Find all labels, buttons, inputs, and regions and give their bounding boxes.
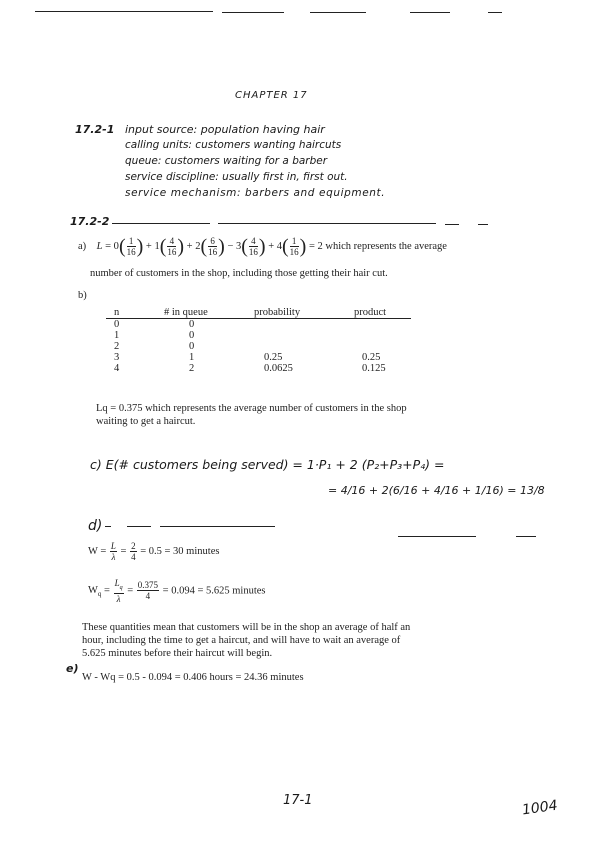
part-d-rule-2: [127, 526, 151, 527]
problem-17-2-1-line-2: calling units: customers wanting haircuts: [125, 139, 342, 151]
part-d-label: d): [88, 518, 103, 534]
problem-17-2-1-line-1: input source: population having hair: [125, 123, 325, 136]
part-a-L-symbol: L: [96, 240, 103, 252]
col-probability: probability: [254, 307, 301, 318]
wq-frac-1: $\frac{L_q}{\lambda}$: [114, 578, 123, 604]
part-a-frac-1: $\frac{1}{16}$: [126, 236, 136, 257]
queue-table-header: [106, 307, 411, 319]
page-number: 17-1: [283, 793, 313, 808]
part-a-equation: a) L = 0( $\frac{1}{16}$ ) + 1( $\frac{4}{16}$ ) + 2( $\frac{6}{16}$ ) − 3( $\frac{4}{16}$ ) + 4( $\frac{1}{16}$ ) = 2 which represents the average: [78, 235, 447, 258]
top-rule-1: [35, 11, 213, 12]
w-frac-2: $\frac{2}{4}$: [131, 541, 136, 562]
table-row: 1 0: [114, 330, 195, 341]
part-c-line-1: c) E(# customers being served) = 1·P₁ + 2 (P₂+P₃+P₄) =: [90, 457, 445, 472]
wq-equation: $W_q$ = $\frac{L_q}{\lambda}$ = $\frac{0.375}{4}$ = 0.094 = 5.625 minutes: [88, 578, 266, 604]
col-product: product: [354, 307, 387, 318]
problem-17-2-2-label: 17.2-2: [70, 215, 110, 228]
problem-17-2-1-label: 17.2-1: [75, 123, 115, 136]
wq-frac-2: $\frac{0.375}{4}$: [137, 580, 159, 602]
part-d-para-1: These quantities mean that customers will be in the shop an average of half an: [82, 622, 411, 633]
part-d-rule-4: [398, 536, 476, 537]
part-e-line: W - Wq = 0.5 - 0.094 = 0.406 hours = 24.36 minutes: [82, 672, 304, 683]
table-row: 2 0: [114, 341, 195, 352]
lq-line-1: Lq = 0.375 which represents the average number of customers in the shop: [96, 403, 407, 414]
problem-17-2-2-rule-1: [112, 223, 210, 224]
part-c-line-2: = 4/16 + 2(6/16 + 4/16 + 1/16) = 13/8: [328, 484, 545, 497]
wq-result: = 0.094 = 5.625 minutes: [162, 585, 266, 597]
col-in-queue: # in queue: [164, 307, 208, 318]
part-e-label: e): [66, 662, 79, 675]
wq-lhs: $W_q$: [88, 585, 102, 599]
part-b-label: b): [78, 290, 87, 301]
part-d-para-2: hour, including the time to get a haircut, and will have to wait an average of: [82, 635, 401, 646]
part-a-result: = 2 which represents the average: [308, 240, 447, 252]
part-a-frac-5: $\frac{1}{16}$: [289, 236, 299, 257]
queue-table: [106, 307, 411, 374]
part-a-frac-3: $\frac{6}{16}$: [208, 236, 218, 257]
part-a-label: a): [78, 240, 87, 252]
part-d-para-3: 5.625 minutes before their haircut will begin.: [82, 648, 273, 659]
w-result: = 0.5 = 30 minutes: [140, 545, 220, 557]
problem-17-2-2-rule-4: [478, 224, 488, 225]
top-rule-2: [222, 12, 284, 13]
problem-17-2-2-rule-3: [445, 224, 459, 225]
table-row: 4 2 0.0625 0.125: [114, 363, 386, 374]
w-frac-1: $\frac{L}{\lambda}$: [110, 541, 116, 562]
margin-note: 1004: [521, 797, 559, 819]
chapter-title: CHAPTER 17: [235, 90, 308, 101]
part-d-rule-5: [516, 536, 536, 537]
w-lhs: W =: [88, 545, 107, 557]
top-rule-4: [410, 12, 450, 13]
part-a-line-2: number of customers in the shop, including those getting their hair cut.: [90, 268, 388, 279]
lq-line-2: waiting to get a haircut.: [96, 416, 196, 427]
part-a-eq-lead: = 0: [105, 240, 119, 252]
top-rule-5: [488, 12, 502, 13]
part-a-frac-4: $\frac{4}{16}$: [248, 236, 258, 257]
table-row: 3 1 0.25 0.25: [114, 352, 381, 363]
w-equation: W = $\frac{L}{\lambda}$ = $\frac{2}{4}$ = 0.5 = 30 minutes: [88, 541, 220, 562]
problem-17-2-1-line-3: queue: customers waiting for a barber: [125, 155, 328, 167]
part-a-frac-2: $\frac{4}{16}$: [167, 236, 177, 257]
problem-17-2-1-line-4: service discipline: usually first in, first out.: [125, 171, 348, 183]
problem-17-2-2-rule-2: [218, 223, 436, 224]
table-row: 0 0: [114, 319, 195, 330]
problem-17-2-1-line-5: service mechanism: barbers and equipment.: [125, 187, 386, 199]
col-n: n: [114, 307, 120, 318]
part-d-rule-3: [160, 526, 275, 527]
part-d-rule-1: [105, 526, 111, 527]
top-rule-3: [310, 12, 366, 13]
